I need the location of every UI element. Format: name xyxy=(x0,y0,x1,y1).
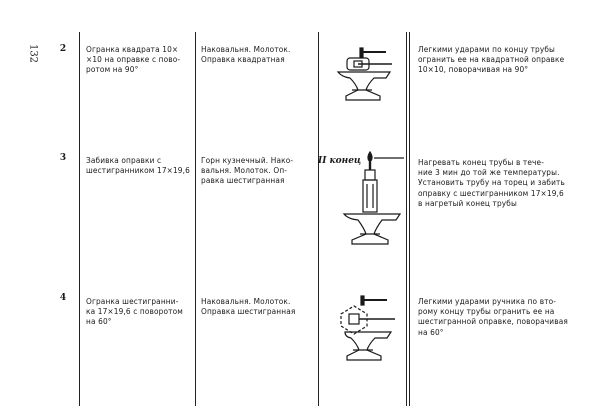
tools-text: Горн кузнечный. Нако- вальня. Молоток. Оп- равка шестигранная xyxy=(201,155,294,186)
row-number: 2 xyxy=(59,44,67,54)
anvil-square-mandrel-icon xyxy=(330,40,405,112)
technique-text: Легкими ударами ручника по вто- рому концу трубы огранить ее на шестигранной оправке, поворачивая на 60° xyxy=(418,296,568,337)
operation-text: Огранка квадрата 10× ×10 на оправке с пово- ротом на 90° xyxy=(86,44,181,75)
column-divider xyxy=(195,32,196,406)
operation-text: Забивка оправки с шестигранником 17×19,6 xyxy=(86,155,190,176)
technique-text: Легкими ударами по концу трубы огранить ее на квадратной оправке 10×10, поворачивая на 90° xyxy=(418,44,565,75)
anvil-hex-mandrel-icon xyxy=(333,292,408,364)
tools-text: Наковальня. Молоток. Оправка шестигранная xyxy=(201,296,296,317)
row-number: 3 xyxy=(59,153,67,163)
column-divider xyxy=(318,32,319,406)
tools-text: Наковальня. Молоток. Оправка квадратная xyxy=(201,44,291,65)
operation-text: Огранка шестигранни- ка 17×19,6 с поворотом на 60° xyxy=(86,296,183,327)
row-number: 4 xyxy=(59,293,67,303)
technique-text: Нагревать конец трубы в тече- ние 3 мин до той же температуры. Установить трубу на торец и забить оправку с шестигранником 17×19,6 в нагретый конец трубы xyxy=(418,157,565,208)
column-divider xyxy=(79,32,80,406)
page-number: 132 xyxy=(27,43,39,64)
sketch-label: II конец xyxy=(318,156,362,166)
anvil-tube-heating-icon xyxy=(330,148,410,254)
